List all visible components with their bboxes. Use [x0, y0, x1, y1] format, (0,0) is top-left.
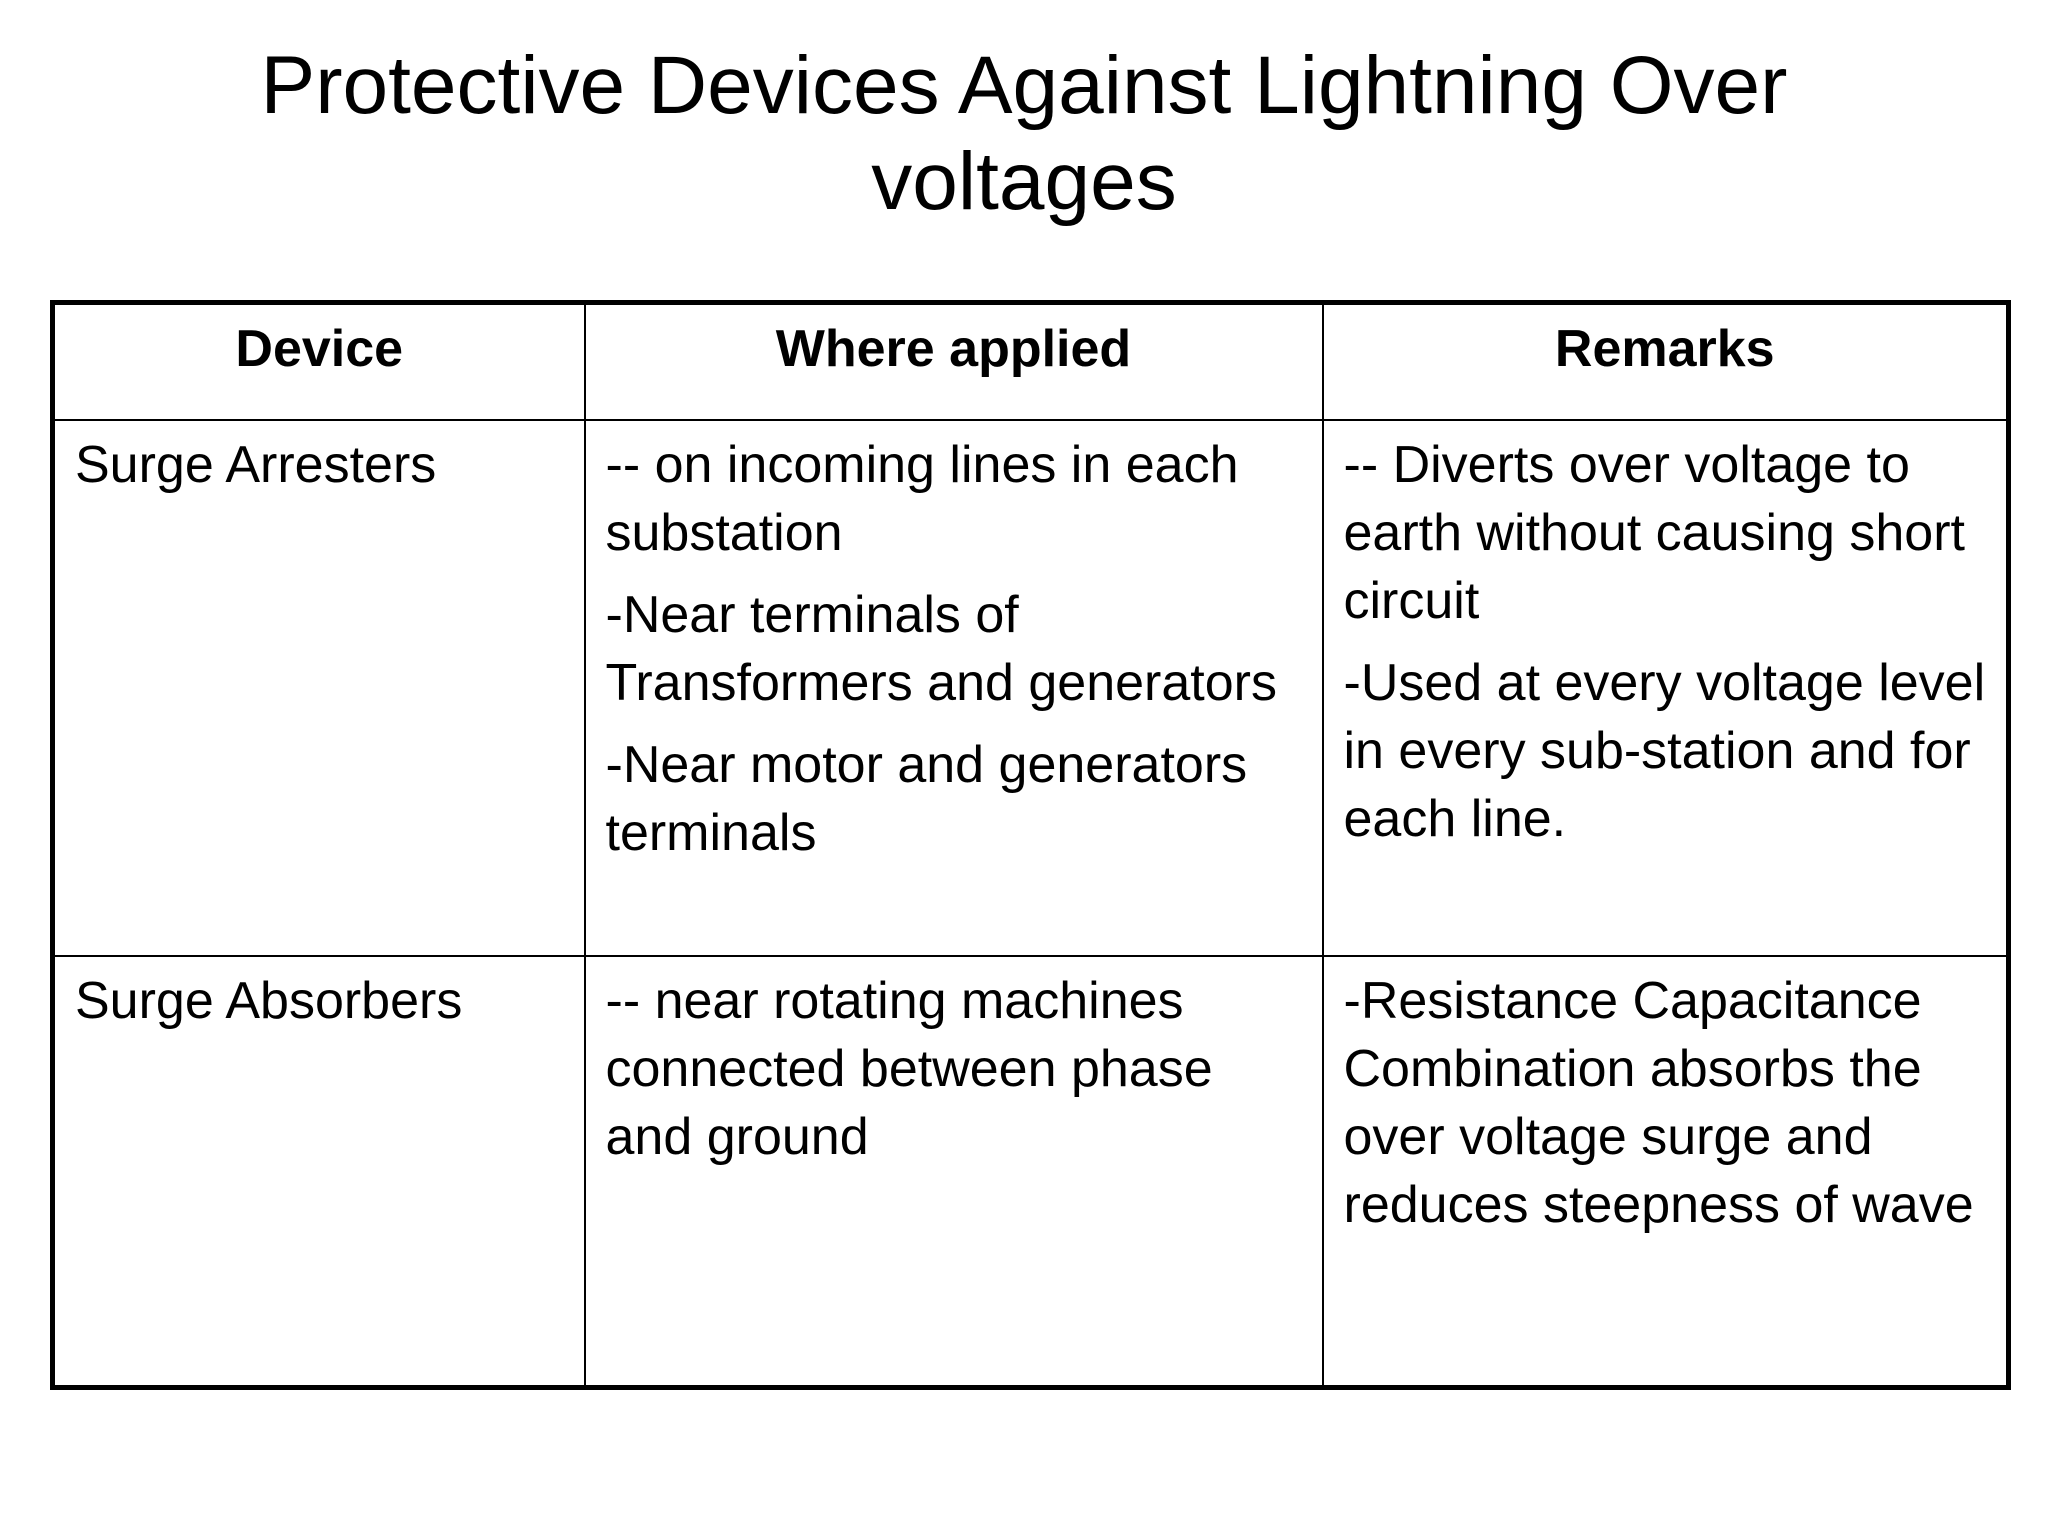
device-cell [53, 956, 585, 1388]
slide-title-line-1: Protective Devices Against Lightning Over [260, 40, 1788, 131]
protective-devices-table [50, 300, 2011, 1390]
header-remarks: Remarks [1323, 303, 2009, 420]
header-device: Device [53, 303, 585, 420]
where-applied-item: -Near motor and generators terminals [605, 735, 1248, 862]
remarks-cell [1323, 420, 2009, 956]
where-applied-item: -Near terminals of Transformers and generators [605, 585, 1277, 712]
table-header-row [53, 303, 2009, 420]
remarks-item: -Used at every voltage level in every sub-station and for each line. [1343, 653, 1986, 848]
table-row [53, 956, 2009, 1388]
device-name: Surge Arresters [75, 435, 437, 494]
where-applied-cell [585, 420, 1323, 956]
remarks-item: -Resistance Capacitance Combination absorbs the over voltage surge and reduces steepness of wave [1343, 971, 1974, 1234]
where-applied-cell [585, 956, 1323, 1388]
slide-title [0, 38, 2048, 230]
device-cell [53, 420, 585, 956]
where-applied-item: -- on incoming lines in each substation [605, 435, 1239, 562]
table-row [53, 420, 2009, 956]
device-name: Surge Absorbers [75, 971, 463, 1030]
remarks-item: -- Diverts over voltage to earth without causing short circuit [1343, 435, 1965, 630]
slide-title-line-2: voltages [871, 136, 1177, 227]
header-where-applied: Where applied [585, 303, 1323, 420]
where-applied-item: -- near rotating machines connected between phase and ground [605, 971, 1213, 1166]
remarks-cell [1323, 956, 2009, 1388]
